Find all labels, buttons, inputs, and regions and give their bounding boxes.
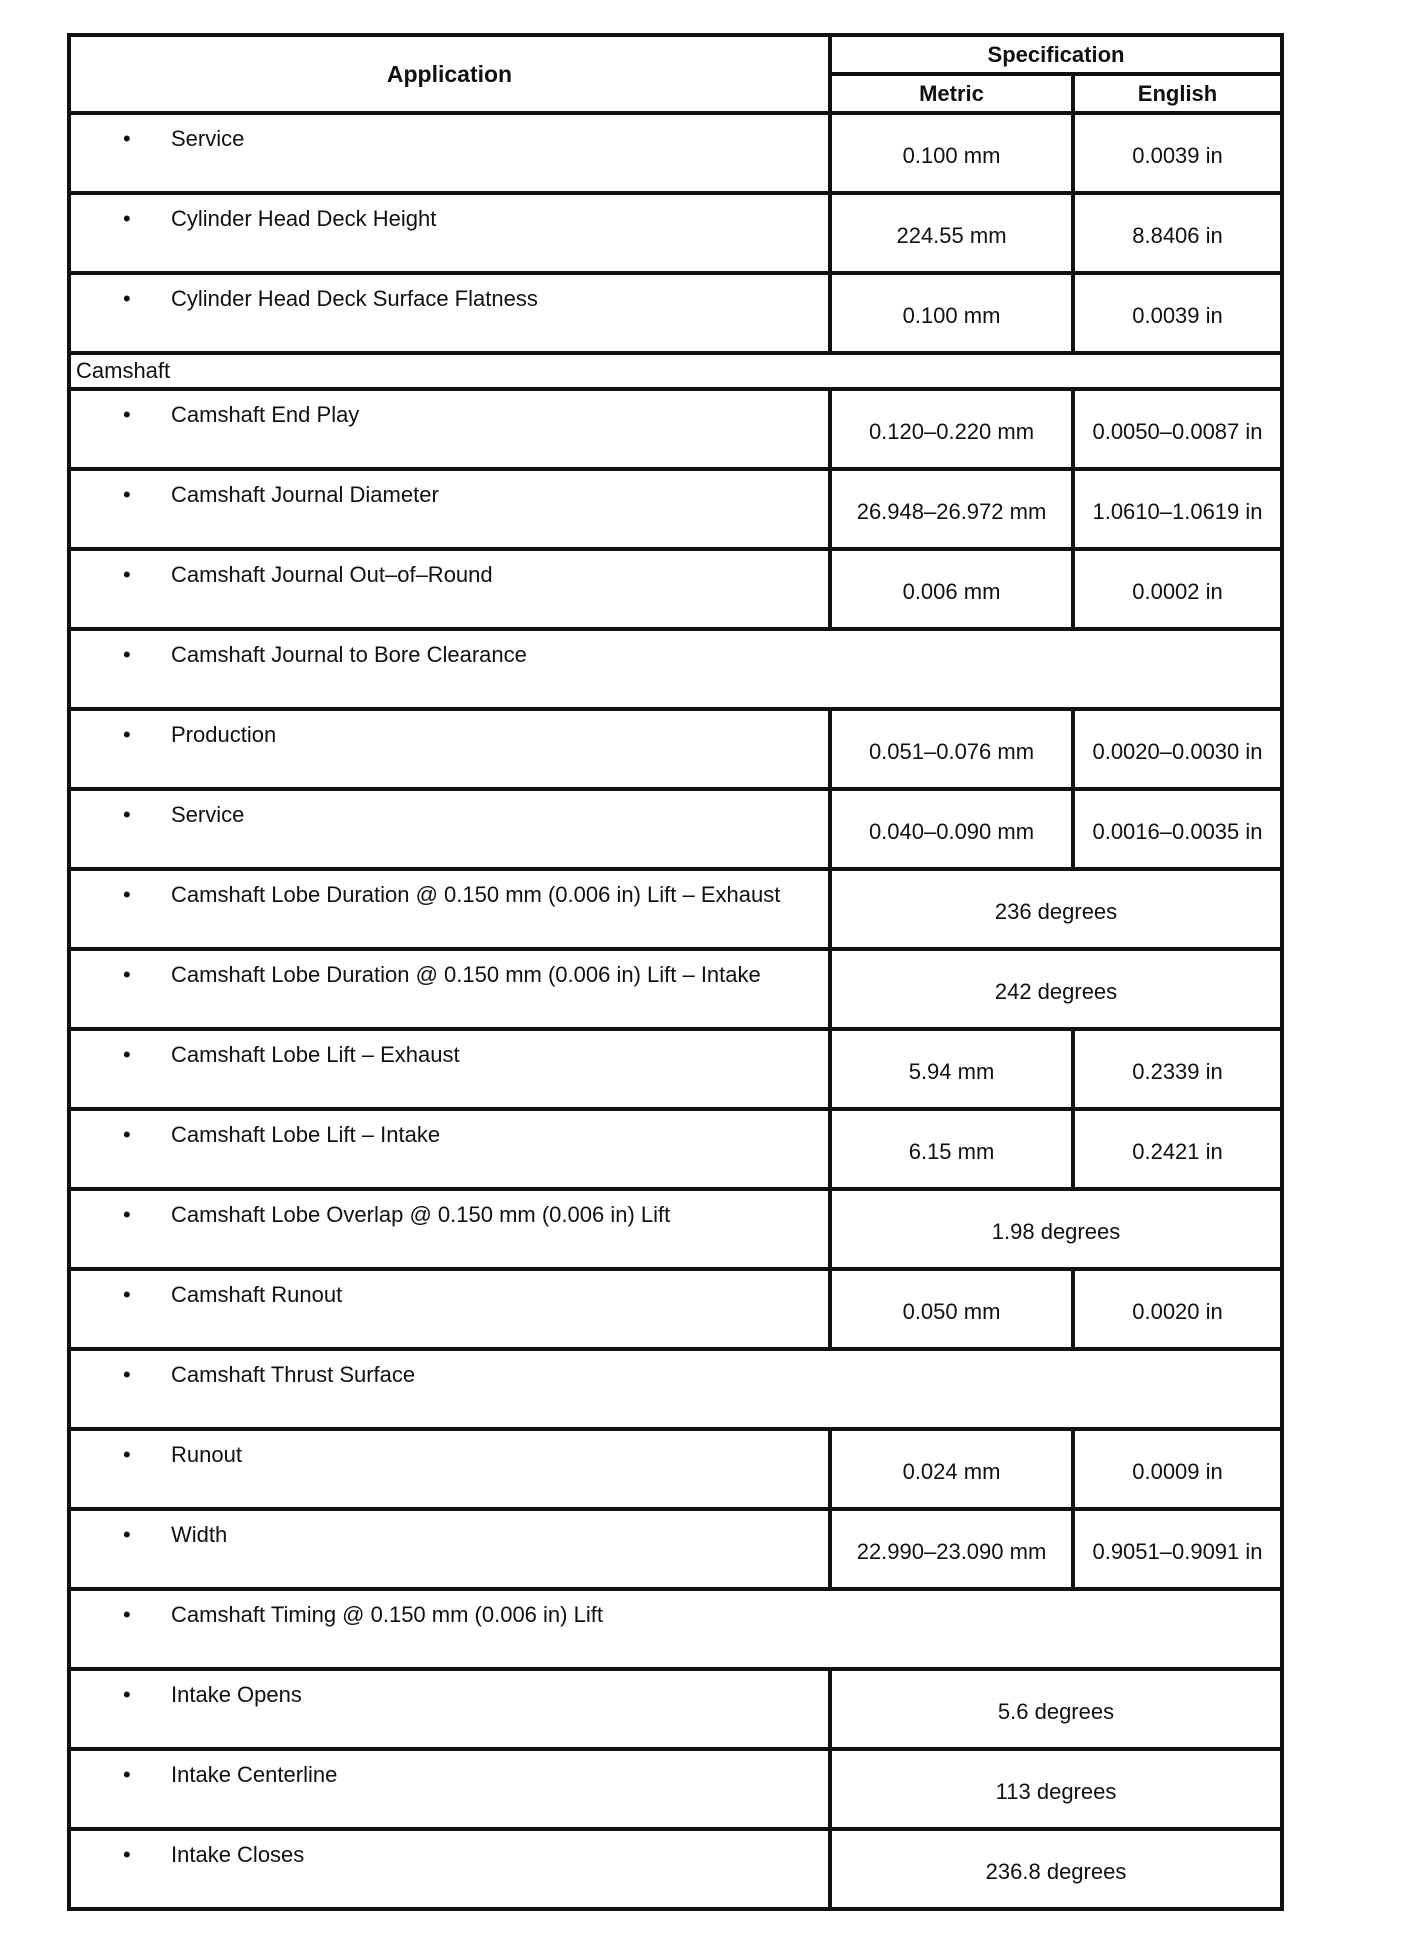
bullet-icon: • (123, 482, 131, 507)
english-value: 0.0039 in (1073, 273, 1282, 353)
application-cell (69, 469, 830, 549)
bullet-icon: • (123, 1202, 131, 1227)
english-value: 1.0610–1.0619 in (1073, 469, 1282, 549)
application-label: Camshaft Lobe Overlap @ 0.150 mm (0.006 in) Lift (171, 1202, 671, 1227)
application-label: Camshaft Journal Out–of–Round (171, 562, 493, 587)
bullet-icon: • (123, 1042, 131, 1067)
metric-value: 0.006 mm (830, 549, 1073, 629)
application-label: Camshaft Journal Diameter (171, 482, 439, 507)
application-cell (69, 1749, 830, 1829)
table-row (69, 549, 1282, 629)
combined-value: 236.8 degrees (830, 1829, 1282, 1909)
english-value: 0.0016–0.0035 in (1073, 789, 1282, 869)
combined-value: 5.6 degrees (830, 1669, 1282, 1749)
table-row (69, 389, 1282, 469)
metric-value: 224.55 mm (830, 193, 1073, 273)
application-cell (69, 113, 830, 193)
bullet-icon: • (123, 1842, 131, 1867)
table-row (69, 1509, 1282, 1589)
application-label: Camshaft Lobe Lift – Intake (171, 1122, 441, 1147)
table-row (69, 193, 1282, 273)
combined-value: 113 degrees (830, 1749, 1282, 1829)
english-value: 0.0002 in (1073, 549, 1282, 629)
application-label: Intake Centerline (171, 1762, 338, 1787)
bullet-icon: • (123, 1122, 131, 1147)
bullet-icon: • (123, 722, 131, 747)
english-value: 0.0020–0.0030 in (1073, 709, 1282, 789)
bullet-icon: • (123, 1602, 131, 1627)
application-label: Intake Closes (171, 1842, 305, 1867)
header-metric: Metric (830, 74, 1073, 113)
bullet-icon: • (123, 642, 131, 667)
application-label: Camshaft End Play (171, 402, 360, 427)
application-label: Service (171, 802, 245, 827)
bullet-icon: • (123, 126, 131, 151)
english-value: 0.0009 in (1073, 1429, 1282, 1509)
bullet-icon: • (123, 1442, 131, 1467)
application-cell (69, 869, 830, 949)
table-row (69, 789, 1282, 869)
metric-value: 0.051–0.076 mm (830, 709, 1073, 789)
english-value: 0.2339 in (1073, 1029, 1282, 1109)
section-title: Camshaft (69, 353, 1282, 389)
application-cell (69, 1509, 830, 1589)
metric-value: 0.050 mm (830, 1269, 1073, 1349)
application-cell (69, 1189, 830, 1269)
bullet-icon: • (123, 1682, 131, 1707)
bullet-icon: • (123, 1282, 131, 1307)
header-application: Application (69, 35, 830, 113)
application-label: Camshaft Lobe Duration @ 0.150 mm (0.006 in) Lift – Intake (171, 962, 761, 987)
english-value: 0.2421 in (1073, 1109, 1282, 1189)
table-row (69, 869, 1282, 949)
application-cell (69, 1429, 830, 1509)
table-row (69, 1349, 1282, 1429)
metric-value: 0.120–0.220 mm (830, 389, 1073, 469)
application-label: Camshaft Timing @ 0.150 mm (0.006 in) Lift (171, 1602, 603, 1627)
application-label: Production (171, 722, 277, 747)
table-row (69, 1429, 1282, 1509)
section-row (69, 353, 1282, 389)
application-cell (69, 629, 1282, 709)
table-row (69, 1029, 1282, 1109)
application-cell (69, 1269, 830, 1349)
application-cell (69, 1829, 830, 1909)
specification-table (67, 33, 1284, 1911)
metric-value: 22.990–23.090 mm (830, 1509, 1073, 1589)
english-value: 8.8406 in (1073, 193, 1282, 273)
application-cell (69, 789, 830, 869)
application-cell (69, 389, 830, 469)
header-english: English (1073, 74, 1282, 113)
bullet-icon: • (123, 802, 131, 827)
table-row (69, 1109, 1282, 1189)
combined-value: 236 degrees (830, 869, 1282, 949)
application-cell (69, 273, 830, 353)
table-body (69, 113, 1282, 1909)
application-label: Camshaft Lobe Duration @ 0.150 mm (0.006 in) Lift – Exhaust (171, 882, 781, 907)
bullet-icon: • (123, 206, 131, 231)
bullet-icon: • (123, 882, 131, 907)
combined-value: 1.98 degrees (830, 1189, 1282, 1269)
table-row (69, 629, 1282, 709)
metric-value: 26.948–26.972 mm (830, 469, 1073, 549)
application-label: Runout (171, 1442, 242, 1467)
application-cell (69, 193, 830, 273)
application-cell (69, 1109, 830, 1189)
bullet-icon: • (123, 1762, 131, 1787)
application-label: Cylinder Head Deck Surface Flatness (171, 286, 538, 311)
table-row (69, 1589, 1282, 1669)
application-cell (69, 1349, 1282, 1429)
english-value: 0.0050–0.0087 in (1073, 389, 1282, 469)
table-row (69, 1829, 1282, 1909)
table-row (69, 113, 1282, 193)
application-label: Cylinder Head Deck Height (171, 206, 437, 231)
application-cell (69, 1589, 1282, 1669)
metric-value: 6.15 mm (830, 1109, 1073, 1189)
table-row (69, 1269, 1282, 1349)
table-row (69, 1749, 1282, 1829)
bullet-icon: • (123, 1362, 131, 1387)
application-label: Service (171, 126, 245, 151)
english-value: 0.0039 in (1073, 113, 1282, 193)
table-row (69, 1669, 1282, 1749)
application-label: Camshaft Thrust Surface (171, 1362, 416, 1387)
application-cell (69, 949, 830, 1029)
bullet-icon: • (123, 1522, 131, 1547)
combined-value: 242 degrees (830, 949, 1282, 1029)
bullet-icon: • (123, 402, 131, 427)
bullet-icon: • (123, 962, 131, 987)
bullet-icon: • (123, 562, 131, 587)
metric-value: 5.94 mm (830, 1029, 1073, 1109)
application-cell (69, 549, 830, 629)
header-specification: Specification (830, 35, 1282, 74)
metric-value: 0.100 mm (830, 273, 1073, 353)
metric-value: 0.040–0.090 mm (830, 789, 1073, 869)
table-row (69, 949, 1282, 1029)
table-row (69, 469, 1282, 549)
english-value: 0.0020 in (1073, 1269, 1282, 1349)
application-label: Intake Opens (171, 1682, 302, 1707)
metric-value: 0.024 mm (830, 1429, 1073, 1509)
metric-value: 0.100 mm (830, 113, 1073, 193)
english-value: 0.9051–0.9091 in (1073, 1509, 1282, 1589)
application-cell (69, 1669, 830, 1749)
bullet-icon: • (123, 286, 131, 311)
application-cell (69, 709, 830, 789)
application-label: Camshaft Lobe Lift – Exhaust (171, 1042, 460, 1067)
table-row (69, 709, 1282, 789)
table-row (69, 1189, 1282, 1269)
table-row (69, 273, 1282, 353)
application-label: Camshaft Journal to Bore Clearance (171, 642, 527, 667)
application-cell (69, 1029, 830, 1109)
application-label: Camshaft Runout (171, 1282, 343, 1307)
application-label: Width (171, 1522, 228, 1547)
